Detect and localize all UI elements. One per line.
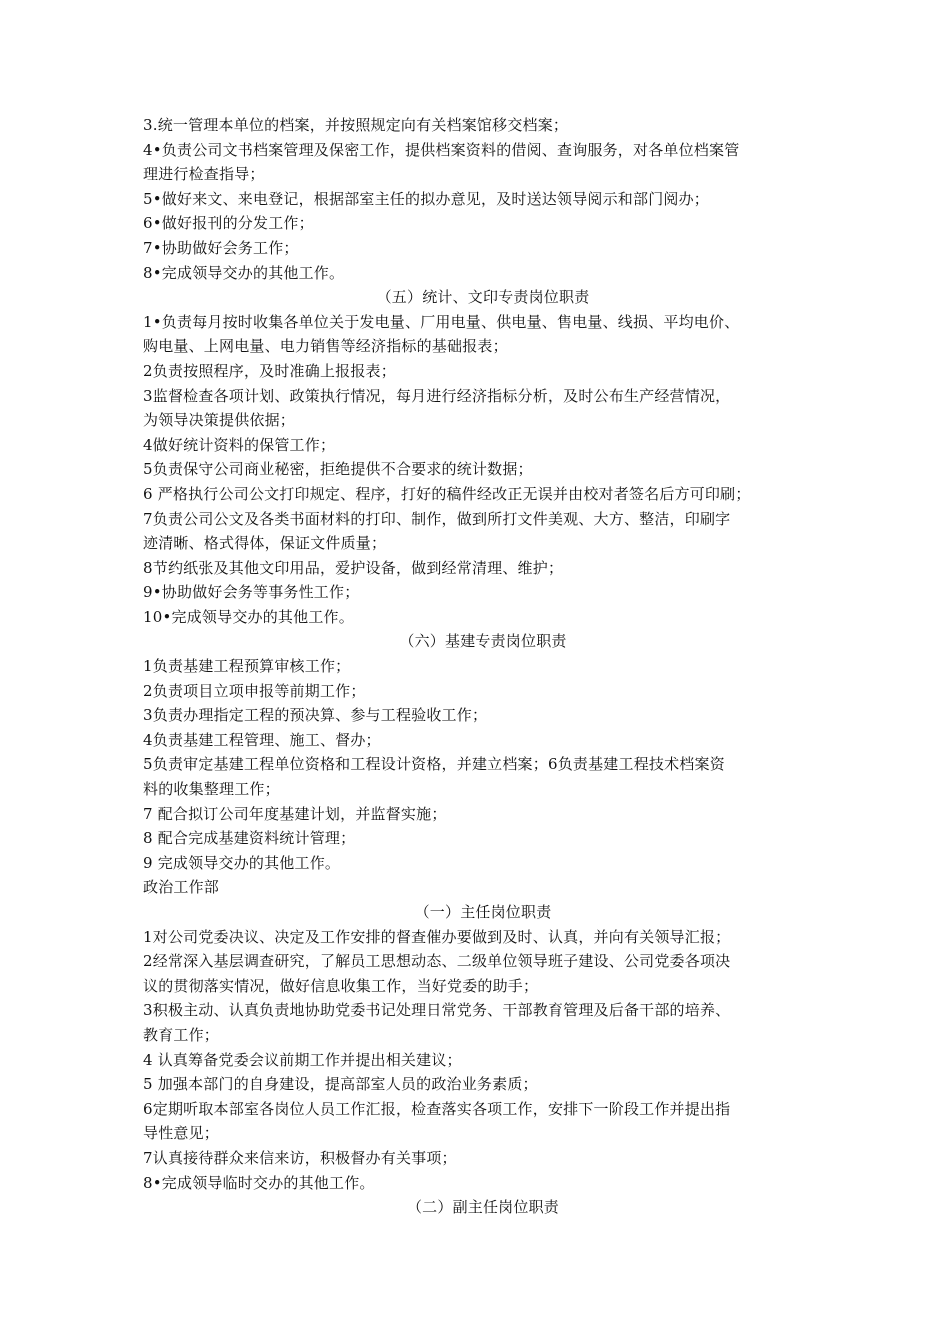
text-line: 8•完成领导临时交办的其他工作。 <box>143 1173 375 1192</box>
text-line: 迹清晰、格式得体，保证文件质量； <box>143 534 387 553</box>
text-line: 6•做好报刊的分发工作； <box>143 214 314 233</box>
text-line: 2负责按照程序，及时准确上报报表； <box>143 361 396 380</box>
text-line: 3.统一管理本单位的档案，并按照规定向有关档案馆移交档案； <box>143 116 569 134</box>
text-line: 5 加强本部门的自身建设，提高部室人员的政治业务素质； <box>143 1075 538 1094</box>
text-line: 2负责项目立项申报等前期工作； <box>143 681 366 700</box>
text-line: 导性意见； <box>143 1124 220 1143</box>
text-line: 8 配合完成基建资料统计管理； <box>143 829 356 848</box>
text-line: 4 认真筹备党委会议前期工作并提出相关建议； <box>143 1050 462 1069</box>
text-line: 8节约纸张及其他文印用品，爱护设备，做到经常清理、维护； <box>143 558 564 577</box>
text-line: 7 配合拟订公司年度基建计划，并监督实施； <box>143 804 447 823</box>
text-line: 议的贯彻落实情况，做好信息收集工作，当好党委的助手； <box>143 976 539 995</box>
text-line: 1•负责每月按时收集各单位关于发电量、厂用电量、供电量、售电量、线损、平均电价、 <box>143 312 740 331</box>
text-line: 7认真接待群众来信来访，积极督办有关事项； <box>143 1148 457 1167</box>
text-line: 5负责保守公司商业秘密，拒绝提供不合要求的统计数据； <box>143 460 533 479</box>
text-line: 4•负责公司文书档案管理及保密工作，提供档案资料的借阅、查询服务，对各单位档案管 <box>143 140 740 159</box>
section-heading: （五）统计、文印专责岗位职责 <box>376 288 590 307</box>
text-line: 9•协助做好会务等事务性工作； <box>143 583 360 602</box>
text-line: 3积极主动、认真负责地协助党委书记处理日常党务、干部教育管理及后备干部的培养、 <box>143 1001 731 1020</box>
text-line: 4做好统计资料的保管工作； <box>143 435 336 454</box>
text-line: 2经常深入基层调查研究，了解员工思想动态、二级单位领导班子建设、公司党委各项决 <box>143 952 731 971</box>
text-line: 6 严格执行公司公文打印规定、程序，打好的稿件经改正无误并由校对者签名后方可印刷； <box>143 484 751 503</box>
text-line: 7负责公司公文及各类书面材料的打印、制作，做到所打文件美观、大方、整洁，印刷字 <box>143 509 731 528</box>
text-line: 3负责办理指定工程的预决算、参与工程验收工作； <box>143 706 488 725</box>
text-line: 4负责基建工程管理、施工、督办； <box>143 730 381 749</box>
text-line: 1负责基建工程预算审核工作； <box>143 657 351 676</box>
section-heading: （二）副主任岗位职责 <box>406 1198 559 1217</box>
text-line: 10•完成领导交办的其他工作。 <box>143 607 354 626</box>
text-line: 为领导决策提供依据； <box>143 411 296 430</box>
text-line: 料的收集整理工作； <box>143 780 280 799</box>
text-line: 7•协助做好会务工作； <box>143 238 299 257</box>
section-heading: （六）基建专责岗位职责 <box>399 632 567 651</box>
text-line: 理进行检查指导； <box>143 165 265 184</box>
text-line: 5负责审定基建工程单位资格和工程设计资格，并建立档案；6负责基建工程技术档案资 <box>143 755 725 774</box>
text-line: 8•完成领导交办的其他工作。 <box>143 263 345 282</box>
text-line: 购电量、上网电量、电力销售等经济指标的基础报表； <box>143 337 508 356</box>
text-line: 3监督检查各项计划、政策执行情况，每月进行经济指标分析，及时公布生产经营情况， <box>143 386 731 405</box>
text-line: 5•做好来文、来电登记，根据部室主任的拟办意见，及时送达领导阅示和部门阅办； <box>143 189 709 208</box>
text-line: 6定期听取本部室各岗位人员工作汇报，检查落实各项工作，安排下一阶段工作并提出指 <box>143 1099 731 1118</box>
text-line: 政治工作部 <box>143 878 220 897</box>
text-line: 9 完成领导交办的其他工作。 <box>143 853 341 872</box>
document-body <box>143 113 823 1220</box>
section-heading: （一）主任岗位职责 <box>414 903 552 921</box>
text-line: 教育工作； <box>143 1025 220 1044</box>
text-line: 1对公司党委决议、决定及工作安排的督查催办要做到及时、认真，并向有关领导汇报； <box>143 927 731 946</box>
